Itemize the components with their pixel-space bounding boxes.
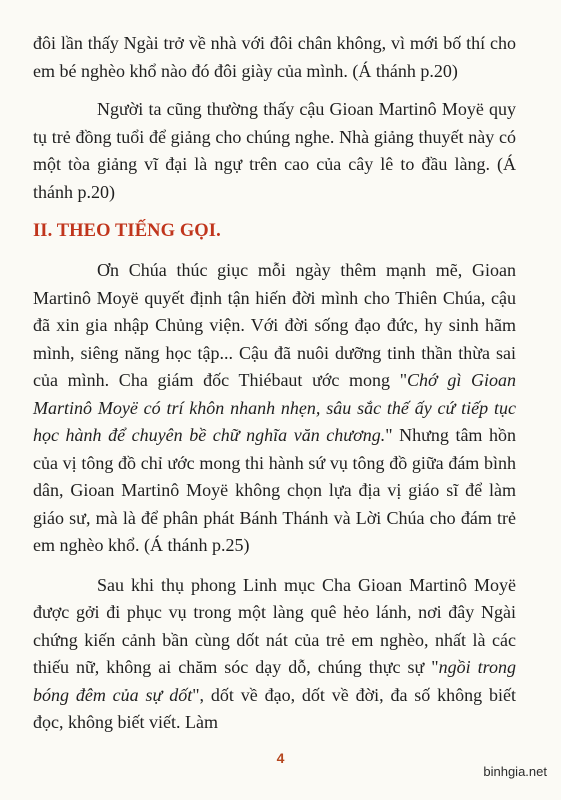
paragraph-preaching: Người ta cũng thường thấy cậu Gioan Martinô Moyë quy tụ trẻ đồng tuổi để giảng cho chúng nghe. Nhà giảng thuyết này có một tòa giảng vĩ đại là ngự trên cao của cây lê to đầu làng. (Á thánh p.20) (33, 99, 516, 202)
paragraph-continuation: đôi lần thấy Ngài trở về nhà với đôi chân không, vì mới bố thí cho em bé nghèo khổ nào đó đôi giày của mình. (Á thánh p.20) (33, 33, 516, 81)
paragraph-calling-text-end: " Nhưng tâm hồn của vị tông đồ chỉ ước mong thi hành sứ vụ tông đồ giữa đám bình dân, Gioan Martinô Moyë không chọn lựa địa vị giáo sĩ để làm giáo sư, mà là để phân phát Bánh Thánh và Lời Chúa cho đám trẻ em nghèo khổ. (Á thánh p.25) (33, 425, 517, 555)
paragraph-calling-text: Ơn Chúa thúc giục mỗi ngày thêm mạnh mẽ, Gioan Martinô Moyë quyết định tận hiến đời mình cho Thiên Chúa, cậu đã xin gia nhập Chủng viện. Với đời sống đạo đức, hy sinh hãm mình, siêng năng học tập... Cậu đã nuôi dưỡng tinh thần thừa sai của mình. Cha giám đốc Thiébaut ước mong " (33, 260, 516, 390)
paragraph-ordination (33, 572, 516, 737)
page-number: 4 (276, 750, 285, 766)
watermark: binhgia.net (483, 764, 547, 779)
quote-italic: Chớ gì Gioan Martinô Moyë có trí khôn nhanh nhẹn, sâu sắc thế ấy cứ tiếp tục học hành để chuyên bề chữ nghĩa văn chương. (33, 370, 516, 445)
paragraph-ordination-text: Sau khi thụ phong Linh mục Cha Gioan Martinô Moyë được gởi đi phục vụ trong một làng quê hẻo lánh, nơi đây Ngài chứng kiến cảnh bần cùng dốt nát của trẻ em nghèo, nhất là các thiếu nữ, không ai chăm sóc dạy dỗ, chúng thực sự " (33, 574, 516, 677)
section-heading: II. THEO TIẾNG GỌI. (33, 221, 221, 241)
paragraph-ordination-text-end: ", dốt về đạo, dốt về đời, đa số không biết đọc, không biết viết. Làm (33, 684, 516, 732)
document-page (33, 30, 516, 737)
paragraph-calling (33, 257, 516, 560)
quote-italic-darkness: ngồi trong bóng đêm của sự dốt (33, 657, 517, 705)
